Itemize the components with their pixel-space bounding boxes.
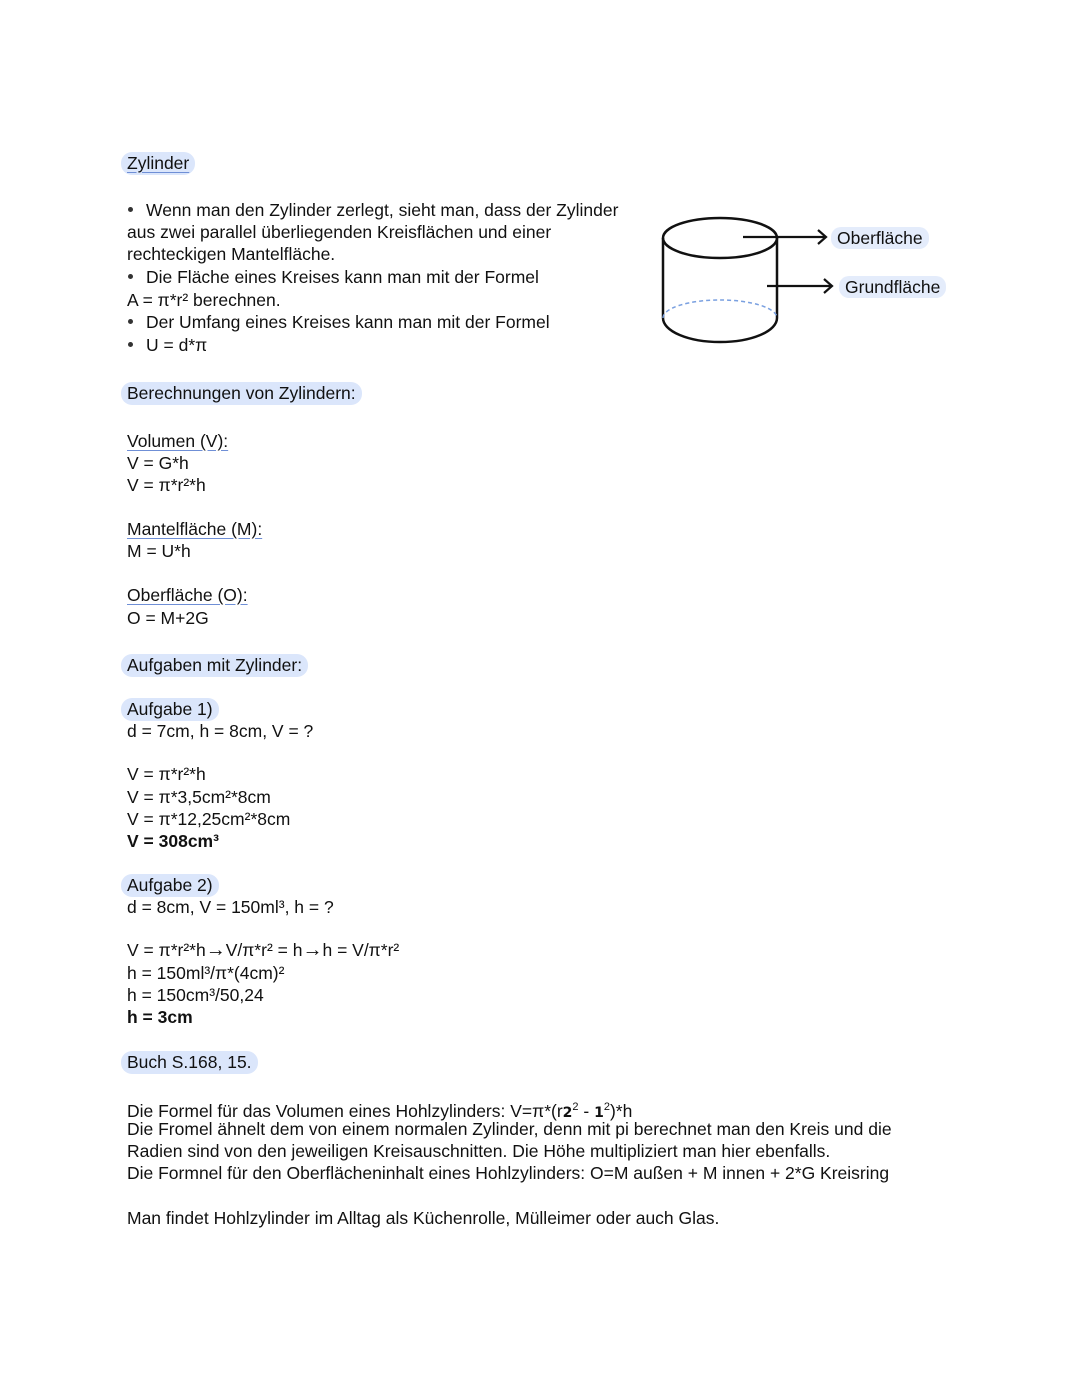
- intro-line-6: Der Umfang eines Kreises kann man mit der Formel: [127, 311, 550, 333]
- intro-line-2: aus zwei parallel überliegenden Kreisflächen und einer: [127, 222, 552, 242]
- cylinder-bottom-back-dashed: [663, 300, 777, 318]
- task1-heading: Aufgabe 1): [127, 698, 219, 720]
- volumen-formula-2: V = π*r²*h: [127, 475, 206, 495]
- hohl-line-5: Man findet Hohlzylinder im Alltag als Küchenrolle, Mülleimer oder auch Glas.: [127, 1208, 720, 1228]
- intro-line-1: Wenn man den Zylinder zerlegt, sieht man, dass der Zylinder: [127, 199, 618, 221]
- superscript-2b: 2: [603, 1101, 610, 1113]
- intro-line-3: rechteckigen Mantelfläche.: [127, 244, 336, 264]
- intro-line-5: A = π*r² berechnen.: [127, 290, 281, 310]
- arrow-right-icon: →: [302, 939, 323, 961]
- task2-step-3: h = 150cm³/50,24: [127, 985, 264, 1005]
- handwritten-index-1: 1: [594, 1104, 604, 1121]
- mantel-formula: M = U*h: [127, 541, 191, 561]
- tasks-heading: Aufgaben mit Zylinder:: [127, 654, 308, 676]
- handwritten-index-2: 2: [562, 1104, 573, 1121]
- volumen-formula-1: V = G*h: [127, 453, 189, 473]
- bullet-icon: [128, 319, 133, 324]
- label-oberflaeche: Oberfläche: [831, 227, 929, 249]
- volumen-heading: Volumen (V):: [127, 431, 229, 451]
- task1-step-3: V = π*12,25cm²*8cm: [127, 809, 291, 829]
- hohl-line-1: Die Formel für das Volumen eines Hohlzylinders: $V=\pi*(r2^2 - 1^2)*h$: [127, 1100, 633, 1121]
- task2-given: d = 8cm, V = 150ml³, h = ?: [127, 897, 334, 917]
- hohl-line-3: Radien sind von den jeweiligen Kreisauschnitten. Die Höhe multipliziert man hier ebenfalls.: [127, 1141, 831, 1161]
- task2-step-2: h = 150ml³/π*(4cm)²: [127, 963, 285, 983]
- intro-line-4: Die Fläche eines Kreises kann man mit der Formel: [127, 266, 539, 288]
- task2-result: h = 3cm: [127, 1007, 193, 1027]
- task2-heading: Aufgabe 2): [127, 874, 219, 896]
- superscript-2: 2: [572, 1101, 579, 1113]
- task2-step-1: V = π*r²*h→V/π*r² = h→h = V/π*r²: [127, 939, 400, 961]
- book-reference: Buch S.168, 15.: [127, 1051, 258, 1073]
- task1-step-2: V = π*3,5cm²*8cm: [127, 787, 271, 807]
- task1-step-1: V = π*r²*h: [127, 764, 206, 784]
- task1-given: d = 7cm, h = 8cm, V = ?: [127, 721, 314, 741]
- bullet-icon: [128, 342, 133, 347]
- bullet-icon: [128, 274, 133, 279]
- bullet-icon: [128, 207, 133, 212]
- page-title: Zylinder: [127, 152, 195, 174]
- arrow-right-icon: →: [205, 939, 226, 961]
- task1-result: V = 308cm³: [127, 831, 219, 851]
- mantel-heading: Mantelfläche (M):: [127, 519, 263, 539]
- calc-heading: Berechnungen von Zylindern:: [127, 382, 362, 404]
- oberflaeche-formula: O = M+2G: [127, 608, 209, 628]
- hohl-line-4: Die Formnel für den Oberflächeninhalt eines Hohlzylinders: O=M außen + M innen + 2*G Kreisring: [127, 1163, 890, 1183]
- label-grundflaeche: Grundfläche: [839, 276, 946, 298]
- cylinder-bottom-front: [663, 318, 777, 342]
- oberflaeche-heading: Oberfläche (O):: [127, 585, 248, 605]
- intro-line-7: U = d*π: [127, 334, 207, 356]
- arrow-oberflaeche: [743, 230, 826, 244]
- hohl-line-2: Die Fromel ähnelt dem von einem normalen Zylinder, denn mit pi berechnet man den Kreis und die: [127, 1119, 892, 1139]
